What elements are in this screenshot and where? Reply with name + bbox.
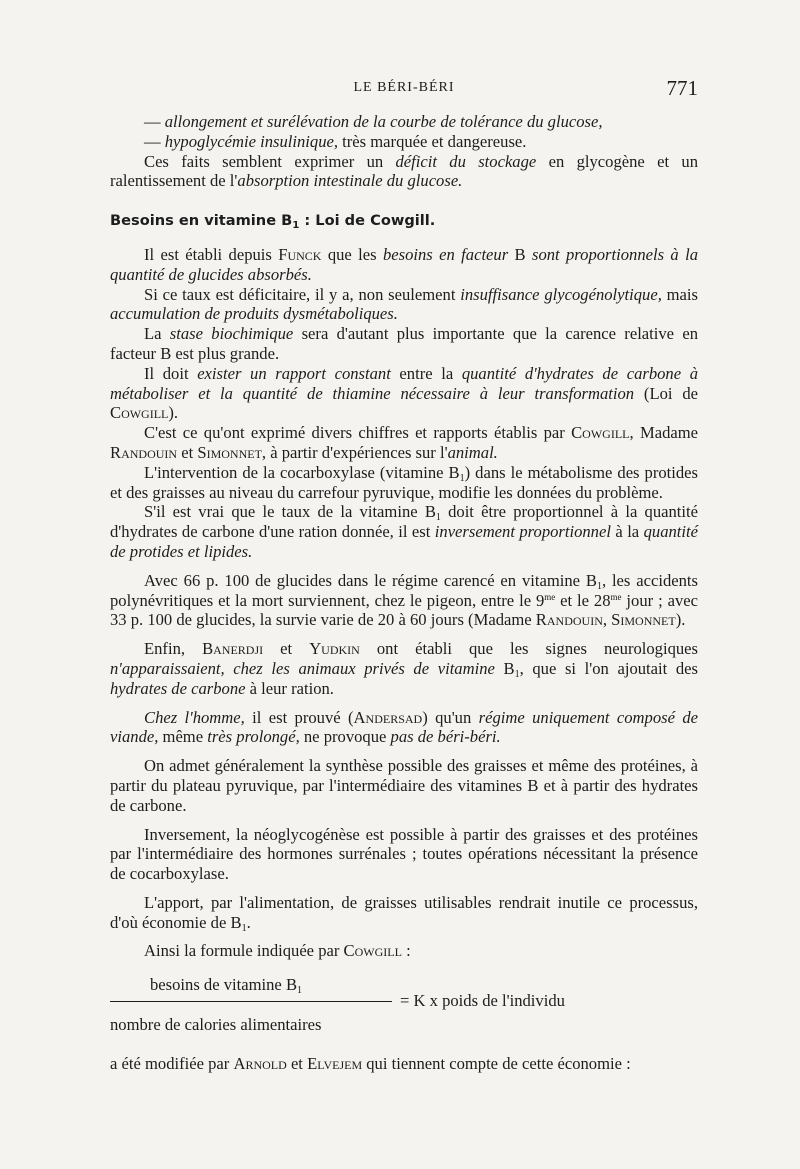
paragraph: a été modifiée par Arnold et Elvejem qui tiennent compte de cette économie :: [110, 1054, 631, 1074]
paragraph: Ces faits semblent exprimer un déficit du stockage en glycogène et un ralentissement de l'absorption intestinale du glucose.: [110, 151, 699, 191]
paragraph: Chez l'homme, il est prouvé (Andersad) qu'un régime uniquement composé de viande, même très prolongé, ne provoque pas de béri-béri.: [110, 707, 698, 747]
formula-rhs: = K x poids de l'individu: [400, 991, 565, 1011]
section-heading: Besoins en vitamine $B_1$ : Loi de Cowgill.: [110, 212, 436, 232]
paragraph: C'est ce qu'ont exprimé divers chiffres et rapports établis par Cowgill, Madame Randouin et Simonnet, à partir d'expériences sur l'animal.: [110, 423, 698, 462]
paragraph: L'intervention de la cocarboxylase (vitamine $B_1$) dans le métabolisme des protides et des graisses au niveau du carrefour pyruvique, modifie les données du problème.: [110, 462, 698, 502]
running-head: LE BÉRI-BÉRI: [353, 80, 455, 95]
paragraph: Enfin, Banerdji et Yudkin ont établi que les signes neurologiques n'apparaissaient, chez les animaux privés de vitamine $B_1$, que si l'on ajoutait des hydrates de carbone à leur ration.: [110, 639, 699, 698]
paragraph: Il est établi depuis Funck que les besoins en facteur B sont proportionnels à la quantité de glucides absorbés.: [110, 244, 698, 284]
paragraph: Inversement, la néoglycogénèse est possible à partir des graisses et des protéines par l'intermédiaire des hormones surrénales ; toutes opérations nécessitant la présence de cocarboxylase.: [110, 824, 698, 884]
paragraph: S'il est vrai que le taux de la vitamine $B_1$ doit être proportionnel à la quantité d'hydrates de carbone d'une ration donnée, il est inversement proportionnel à la quantité de protides et lipides.: [110, 502, 698, 561]
formula-numerator: besoins de vitamine $B_1$: [150, 975, 303, 997]
paragraph: Il doit exister un rapport constant entre la quantité d'hydrates de carbone à métaboliser et la quantité de thiamine nécessaire à leur transformation (Loi de Cowgill).: [110, 363, 698, 423]
paragraph: La stase biochimique sera d'autant plus importante que la carence relative en facteur B est plus grande.: [110, 324, 698, 363]
formula: [110, 975, 698, 1045]
paragraph: — allongement et surélévation de la courbe de tolérance du glucose,: [144, 112, 603, 131]
paragraph: Si ce taux est déficitaire, il y a, non seulement insuffisance glycogénolytique, mais accumulation de produits dysmétaboliques.: [110, 284, 698, 324]
paragraph: Avec 66 p. 100 de glucides dans le régime carencé en vitamine $B_1$, les accidents polynévritiques et la mort surviennent, chez le pigeon, entre le $9^{me}$ et le $28^{me}$ jour ; avec 33 p. 100 de glucides, la survie varie de 20 à 60 jours (Madame Randouin, Simonnet).: [110, 570, 698, 630]
fraction-bar: [110, 1001, 392, 1002]
body-text: [110, 112, 698, 1074]
paragraph: L'apport, par l'alimentation, de graisses utilisables rendrait inutile ce processus, d'où économie de $B_1$.: [110, 892, 698, 934]
paragraph: Ainsi la formule indiquée par Cowgill :: [144, 941, 411, 961]
page-header: [110, 76, 698, 104]
page-number: 771: [666, 76, 698, 100]
paragraph: On admet généralement la synthèse possible des graisses et même des protéines, à partir du plateau pyruvique, par l'intermédiaire des vitamines B et à partir des hydrates de carbone.: [110, 756, 698, 815]
formula-denominator: nombre de calories alimentaires: [110, 1015, 322, 1035]
paragraph: — hypoglycémie insulinique, très marquée et dangereuse.: [144, 131, 527, 151]
